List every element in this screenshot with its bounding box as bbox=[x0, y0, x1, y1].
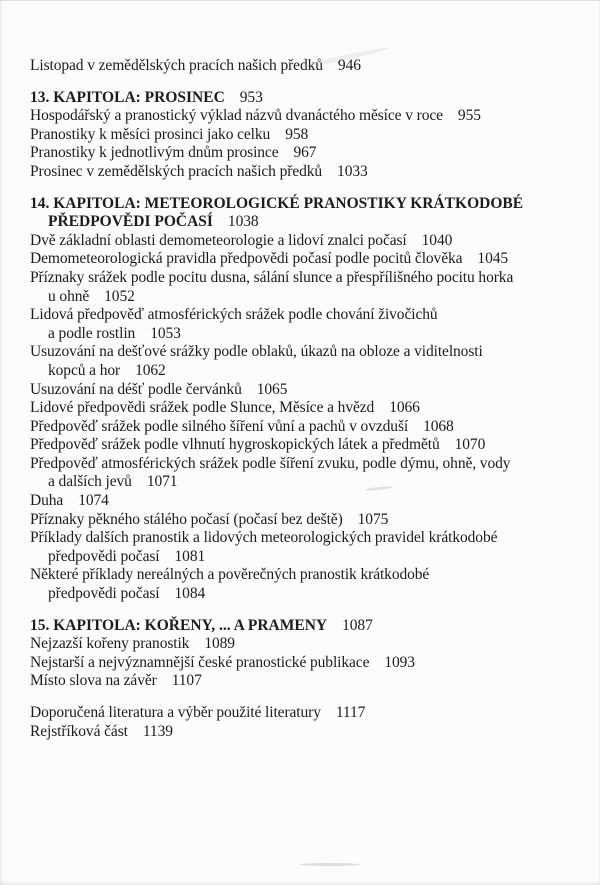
page-number: 1117 bbox=[335, 704, 366, 721]
toc-entry-row bbox=[30, 250, 590, 269]
scan-artifact bbox=[300, 863, 360, 866]
entry-title: a podle rostlin bbox=[48, 324, 136, 342]
entry-title: Předpověď atmosférických srážek podle šíření zvuku, podle dýmu, ohně, vody bbox=[30, 454, 511, 472]
toc-chapter-heading-row bbox=[30, 617, 590, 636]
toc-entry-row bbox=[30, 436, 590, 455]
entry-title: Předpověď srážek podle silného šíření vůní a pachů v ovzduší bbox=[30, 417, 409, 435]
toc-entry-row bbox=[30, 672, 590, 691]
toc-entry-row bbox=[30, 362, 590, 381]
page-number: 1139 bbox=[142, 722, 173, 740]
entry-title: Nejstarší a nejvýznamnější české pranostické publikace bbox=[30, 653, 370, 671]
entry-title: Prosinec v zemědělských pracích našich předků bbox=[30, 162, 323, 180]
toc-entry-row bbox=[30, 654, 590, 673]
chapter-title: 15. KAPITOLA: KOŘENY, ... A PRAMENY bbox=[30, 616, 328, 634]
page-number: 967 bbox=[293, 144, 317, 162]
page-number: 1065 bbox=[256, 380, 288, 398]
entry-title: Pranostiky k měsíci prosinci jako celku bbox=[30, 125, 271, 143]
page-number: 955 bbox=[457, 107, 481, 125]
toc-entry-row bbox=[30, 343, 590, 362]
entry-title: Příznaky srážek podle pocitu dusna, sálání slunce a přespřílišného pocitu horka bbox=[30, 268, 514, 286]
chapter-title: PŘEDPOVĚDI POČASÍ bbox=[48, 213, 213, 231]
toc-section-gap bbox=[30, 182, 590, 195]
toc-section-gap bbox=[30, 691, 590, 704]
toc-chapter-heading-row bbox=[30, 213, 590, 232]
toc-entry-row bbox=[30, 399, 590, 418]
page-number: 1066 bbox=[389, 399, 420, 417]
chapter-title: 13. KAPITOLA: PROSINEC bbox=[30, 88, 225, 106]
toc-entry-row bbox=[30, 418, 590, 437]
toc-entry-row bbox=[30, 269, 590, 288]
page-number: 1038 bbox=[227, 213, 259, 231]
toc-entry-row bbox=[30, 163, 590, 182]
page-number: 1045 bbox=[477, 250, 509, 268]
page-number: 1075 bbox=[357, 510, 389, 528]
entry-title: Hospodářský a pranostický výklad názvů dvanáctého měsíce v roce bbox=[30, 107, 443, 125]
page-number: 1107 bbox=[171, 672, 202, 690]
entry-title: Příklady dalších pranostik a lidových meteorologických pravidel krátkodobé bbox=[30, 529, 498, 547]
page-number: 1093 bbox=[384, 653, 415, 671]
entry-title: předpovědi počasí bbox=[48, 547, 160, 565]
entry-title: Doporučená literatura a výběr použité literatury bbox=[30, 704, 321, 721]
toc-entry-row bbox=[30, 704, 590, 723]
page-number: 946 bbox=[337, 57, 361, 74]
toc-chapter-heading-row bbox=[30, 89, 590, 108]
entry-title: Příznaky pěkného stálého počasí (počasí bez deště) bbox=[30, 510, 343, 528]
table-of-contents bbox=[30, 57, 590, 741]
page-number: 958 bbox=[285, 125, 309, 143]
toc-entry-row bbox=[30, 635, 590, 654]
page-number: 1068 bbox=[423, 417, 454, 435]
toc-chapter-heading-row bbox=[30, 195, 590, 214]
toc-entry-row bbox=[30, 144, 590, 163]
entry-title: Místo slova na závěr bbox=[30, 672, 157, 690]
entry-title: Rejstříková část bbox=[30, 722, 128, 740]
entry-title: Nejzazší kořeny pranostik bbox=[30, 635, 190, 653]
toc-section-gap bbox=[30, 604, 590, 617]
toc-entry-row bbox=[30, 511, 590, 530]
entry-title: kopců a hor bbox=[48, 361, 121, 379]
page-number: 1062 bbox=[135, 361, 166, 379]
toc-entry-row bbox=[30, 288, 590, 307]
toc-entry-row bbox=[30, 455, 590, 474]
entry-title: Duha bbox=[30, 492, 64, 510]
page-number: 1074 bbox=[78, 492, 109, 510]
toc-entry-row bbox=[30, 381, 590, 400]
page-number: 1070 bbox=[454, 436, 486, 454]
page-number: 1071 bbox=[146, 473, 178, 491]
toc-entry-row bbox=[30, 57, 590, 76]
page-number: 1084 bbox=[174, 585, 206, 603]
entry-title: Předpověď srážek podle vlhnutí hygroskopických látek a předmětů bbox=[30, 436, 440, 454]
page-number: 1033 bbox=[337, 162, 368, 180]
entry-title: Pranostiky k jednotlivým dnům prosince bbox=[30, 144, 279, 162]
entry-title: Listopad v zemědělských pracích našich předků bbox=[30, 57, 323, 74]
page-number: 1053 bbox=[150, 324, 181, 342]
toc-entry-row bbox=[30, 492, 590, 511]
entry-title: Demometeorologická pravidla předpovědi počasí podle pocitů člověka bbox=[30, 250, 463, 268]
toc-entry-row bbox=[30, 723, 590, 742]
toc-entry-row bbox=[30, 306, 590, 325]
page-number: 1087 bbox=[342, 616, 373, 634]
chapter-title: 14. KAPITOLA: METEOROLOGICKÉ PRANOSTIKY KRÁTKODOBÉ bbox=[30, 194, 524, 212]
toc-entry-row bbox=[30, 473, 590, 492]
toc-entry-row bbox=[30, 107, 590, 126]
page-number: 953 bbox=[239, 88, 263, 106]
entry-title: Usuzování na déšť podle červánků bbox=[30, 380, 242, 398]
toc-section-gap bbox=[30, 76, 590, 89]
page-number: 1052 bbox=[104, 287, 135, 305]
entry-title: předpovědi počasí bbox=[48, 585, 160, 603]
entry-title: Lidová předpověď atmosférických srážek podle chování živočichů bbox=[30, 306, 438, 324]
page-number: 1089 bbox=[204, 635, 235, 653]
toc-entry-row bbox=[30, 126, 590, 145]
toc-entry-row bbox=[30, 585, 590, 604]
entry-title: Usuzování na dešťové srážky podle oblaků, úkazů na obloze a viditelnosti bbox=[30, 343, 483, 361]
entry-title: Některé příklady nereálných a pověrečných pranostik krátkodobé bbox=[30, 566, 430, 584]
entry-title: a dalších jevů bbox=[48, 473, 132, 491]
entry-title: Lidové předpovědi srážek podle Slunce, Měsíce a hvězd bbox=[30, 399, 375, 417]
toc-entry-row bbox=[30, 232, 590, 251]
page-number: 1081 bbox=[174, 547, 206, 565]
toc-entry-row bbox=[30, 566, 590, 585]
toc-entry-row bbox=[30, 529, 590, 548]
toc-entry-row bbox=[30, 325, 590, 344]
page-number: 1040 bbox=[421, 231, 453, 249]
entry-title: u ohně bbox=[48, 287, 90, 305]
entry-title: Dvě základní oblasti demometeorologie a lidoví znalci počasí bbox=[30, 231, 407, 249]
toc-entry-row bbox=[30, 548, 590, 567]
